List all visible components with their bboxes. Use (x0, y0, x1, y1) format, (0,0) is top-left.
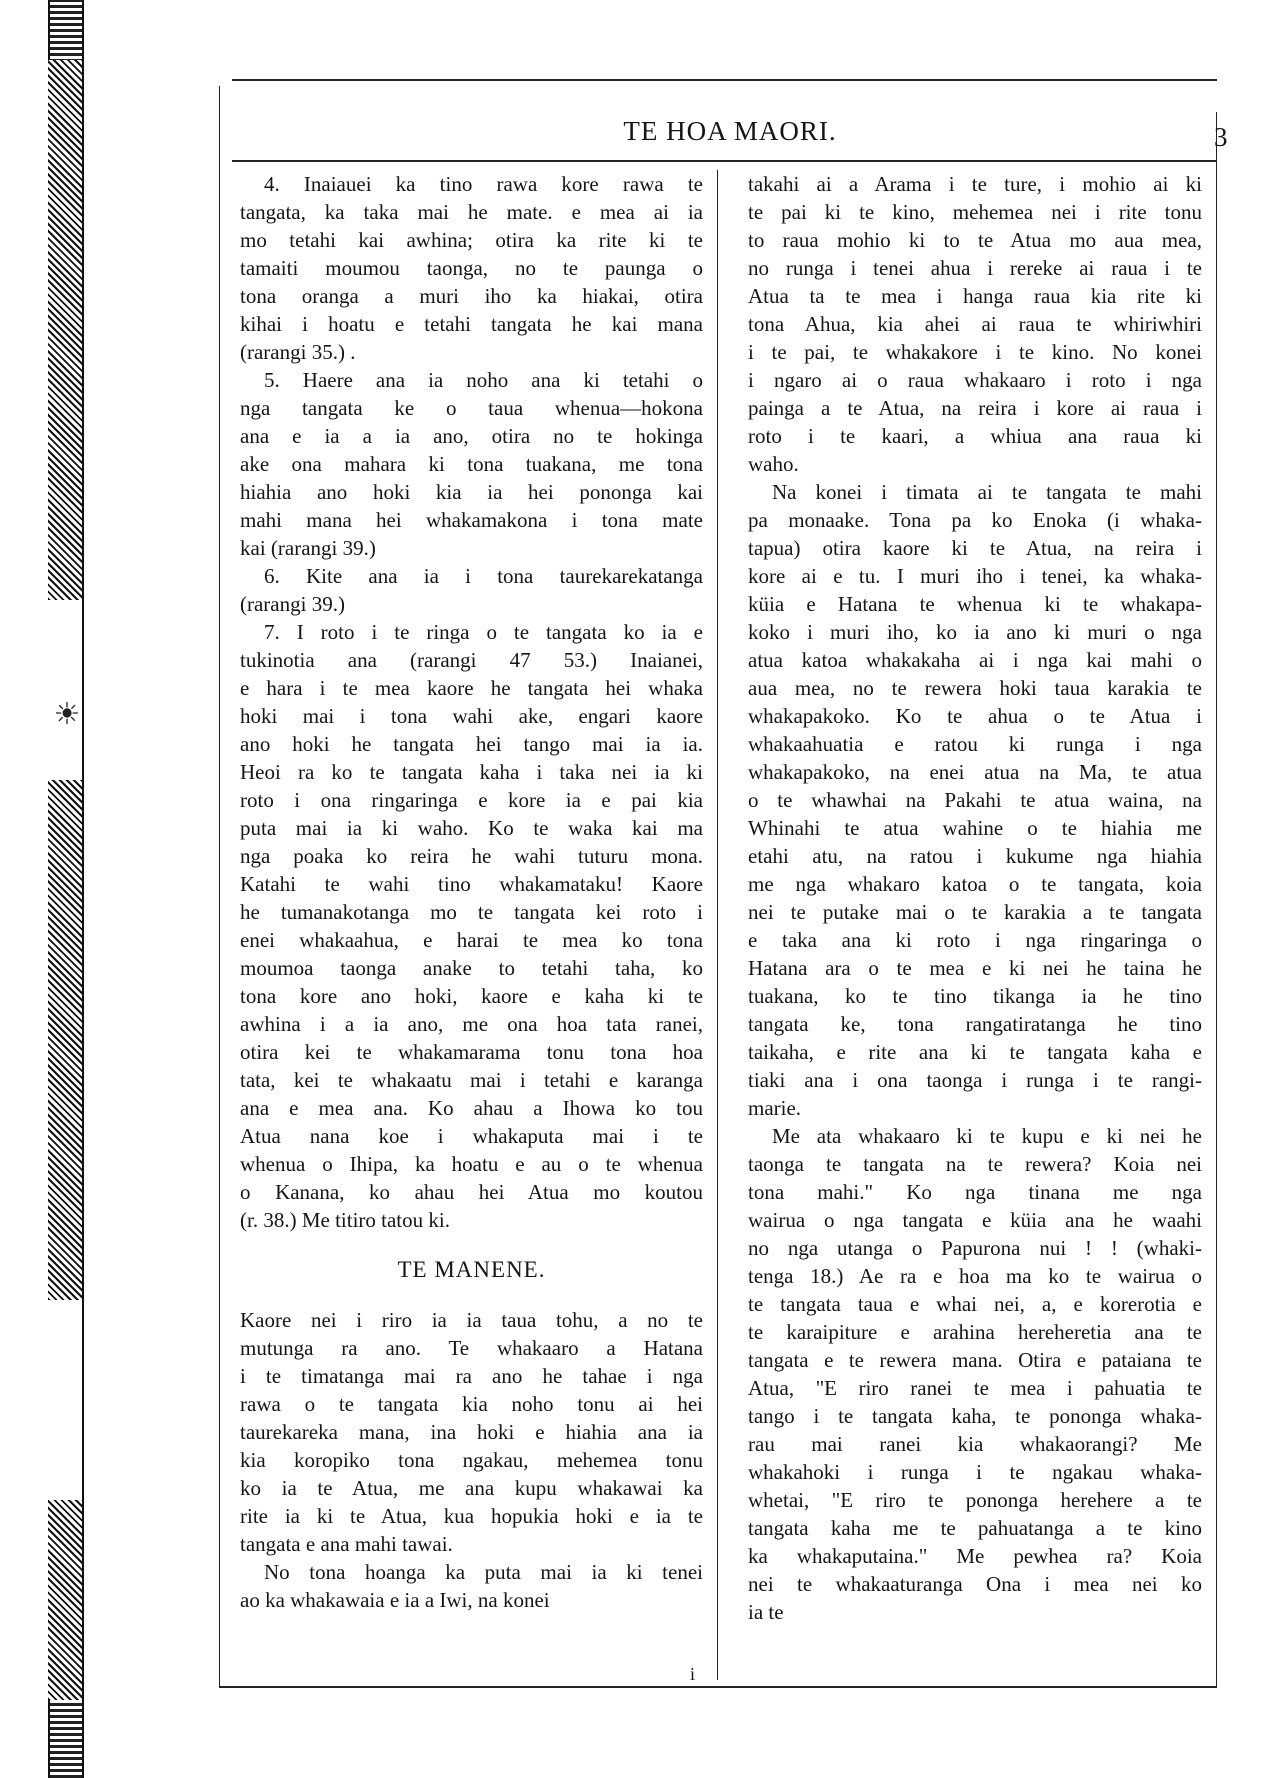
text-line: mo tetahi kai awhina; otira ka rite ki te (240, 228, 703, 252)
text-line: Atua, "E riro ranei te mea i pahuatia te (748, 1376, 1202, 1400)
text-line: mahi mana hei whakamakona i tona mate (240, 508, 703, 532)
text-line: Me ata whakaaro ki te kupu e ki nei he (772, 1124, 1202, 1148)
column-divider (717, 170, 718, 1680)
text-line: kai (rarangi 39.) (240, 536, 376, 560)
text-line: enei whakaahua, e harai te mea ko tona (240, 928, 703, 952)
book-binding-strip (48, 0, 84, 1778)
text-line: (rarangi 39.) (240, 592, 345, 616)
text-line: (rarangi 35.) . (240, 340, 356, 364)
text-line: küia e Hatana te whenua ki te whakapa- (748, 592, 1202, 616)
text-line: kia koropiko tona ngakau, mehemea tonu (240, 1448, 703, 1472)
text-line: tapua) otira kaore ki te Atua, na reira i (748, 536, 1202, 560)
text-line: hiahia ano hoki kia ia hei pononga kai (240, 480, 703, 504)
left-column (240, 170, 703, 1614)
text-line: e taka ana ki roto i nga ringaringa o (748, 928, 1202, 952)
text-line: whakaahuatia e ratou ki runga i nga (748, 732, 1202, 756)
text-line: whenua o Ihipa, ka hoatu e au o te whenua (240, 1152, 703, 1176)
paragraph (240, 1558, 703, 1614)
text-line: atua katoa whakakaha ai i nga kai mahi o (748, 648, 1202, 672)
text-line: tona mahi." Ko nga tinana me nga (748, 1180, 1202, 1204)
text-line: ana e ia a ia ano, otira no te hokinga (240, 424, 703, 448)
text-line: tangata, ka taka mai he mate. e mea ai ia (240, 200, 703, 224)
footer-mark: i (690, 1664, 696, 1684)
text-line: etahi atu, na ratou i kukume nga hiahia (748, 844, 1202, 868)
text-line: ana e mea ana. Ko ahau a Ihowa ko tou (240, 1096, 703, 1120)
text-line: tona Ahua, kia ahei ai raua te whiriwhiri (748, 312, 1202, 336)
text-line: Katahi te wahi tino whakamataku! Kaore (240, 872, 703, 896)
text-line: Heoi ra ko te tangata kaha i taka nei ia ki (240, 760, 703, 784)
text-line: takahi ai a Arama i te ture, i mohio ai ki (748, 172, 1202, 196)
text-line: i te timatanga mai ra ano he tahae i nga (240, 1364, 703, 1388)
text-line: pa monaake. Tona pa ko Enoka (i whaka- (748, 508, 1202, 532)
text-line: painga a te Atua, na reira i kore ai raua i (748, 396, 1202, 420)
text-line: tangata e te rewera mana. Otira e pataiana te (748, 1348, 1202, 1372)
text-line: he tumanakotanga mo te tangata kei roto i (240, 900, 703, 924)
text-line: Hatana ara o te mea e ki nei he taina he (748, 956, 1202, 980)
text-line: no nga utanga o Papurona nui ! ! (whaki- (748, 1236, 1202, 1260)
text-line: tango i te tangata kaha, te pononga whaka- (748, 1404, 1202, 1428)
paragraph (748, 1122, 1202, 1626)
text-line: o te whawhai na Pakahi te atua waina, na (748, 788, 1202, 812)
text-line: 7. I roto i te ringa o te tangata ko ia e (264, 620, 703, 644)
binding-pattern (48, 780, 84, 1300)
article-body (240, 170, 703, 1234)
text-line: nga poaka ko reira he wahi tuturu mona. (240, 844, 703, 868)
text-line: moumoa taonga anake to tetahi taha, ko (240, 956, 703, 980)
binding-pattern (48, 1500, 84, 1700)
text-line: nga tangata ke o taua whenua—hokona (240, 396, 703, 420)
text-line: me nga whakaro katoa o te tangata, koia (748, 872, 1202, 896)
right-column (748, 170, 1202, 1626)
text-line: (r. 38.) Me titiro tatou ki. (240, 1208, 450, 1232)
text-line: Atua ta te mea i hanga raua kia rite ki (748, 284, 1202, 308)
text-line: awhina i a ia ano, me ona hoa tata ranei, (240, 1012, 703, 1036)
text-line: tona kore ano hoki, kaore e kaha ki te (240, 984, 703, 1008)
text-line: mutunga ra ano. Te whakaaro a Hatana (240, 1336, 703, 1360)
text-line: koko i muri iho, ko ia ano ki muri o nga (748, 620, 1202, 644)
text-line: hoki mai i tona wahi ake, engari kaore (240, 704, 703, 728)
text-line: ia te (748, 1600, 784, 1624)
text-line: taonga te tangata na te rewera? Koia nei (748, 1152, 1202, 1176)
text-line: Atua nana koe i whakaputa mai i te (240, 1124, 703, 1148)
text-line: taurekareka mana, ina hoki e hiahia ana ia (240, 1420, 703, 1444)
text-line: roto i ona ringaringa e kore ia e pai kia (240, 788, 703, 812)
text-line: ake ona mahara ki tona tuakana, me tona (240, 452, 703, 476)
text-line: Kaore nei i riro ia ia taua tohu, a no te (240, 1308, 703, 1332)
text-line: whetai, "E riro te pononga herehere a te (748, 1488, 1202, 1512)
paragraph (240, 562, 703, 618)
binding-pattern (48, 60, 84, 600)
paragraph (748, 478, 1202, 1122)
frame-left-rule (219, 86, 220, 1686)
text-line: ano hoki he tangata hei tango mai ia ia. (240, 732, 703, 756)
text-line: i ngaro ai o raua whakaaro i roto i nga (748, 368, 1202, 392)
text-line: te pai ki te kino, mehemea nei i rite tonu (748, 200, 1202, 224)
text-line: marie. (748, 1096, 802, 1120)
text-line: aua mea, no te rewera hoki taua karakia te (748, 676, 1202, 700)
header-bottom-rule (232, 160, 1217, 162)
text-line: ko ia te Atua, me ana kupu whakawai ka (240, 1476, 703, 1500)
text-line: No tona hoanga ka puta mai ia ki tenei (264, 1560, 703, 1584)
text-line: tuakana, ko te tino tikanga ia he tino (748, 984, 1202, 1008)
text-line: tukinotia ana (rarangi 47 53.) Inaianei, (240, 648, 703, 672)
binding-gap (48, 600, 84, 780)
text-line: e hara i te mea kaore he tangata hei whaka (240, 676, 703, 700)
paragraph (240, 618, 703, 1234)
text-line: ka whakaputaina." Me pewhea ra? Koia (748, 1544, 1202, 1568)
text-line: te tangata taua e whai nei, a, e korerotia e (748, 1292, 1202, 1316)
text-line: o Kanana, ko ahau hei Atua mo koutou (240, 1180, 703, 1204)
article-body (748, 170, 1202, 1626)
text-line: whakapakoko. Ko te ahua o te Atua i (748, 704, 1202, 728)
paragraph (240, 170, 703, 366)
text-line: kihai i hoatu e tetahi tangata he kai mana (240, 312, 703, 336)
text-line: nei te putake mai o te karakia a te tangata (748, 900, 1202, 924)
paragraph (748, 170, 1202, 478)
text-line: waho. (748, 452, 799, 476)
text-line: tenga 18.) Ae ra e hoa ma ko te wairua o (748, 1264, 1202, 1288)
binding-edge (82, 0, 84, 1778)
text-line: te karaipiture e arahina hereheretia ana te (748, 1320, 1202, 1344)
text-line: ao ka whakawaia e ia a Iwi, na konei (240, 1588, 550, 1612)
text-line: Na konei i timata ai te tangata te mahi (772, 480, 1202, 504)
text-line: rawa o te tangata kia noho tonu ai hei (240, 1392, 703, 1416)
text-line: 4. Inaiauei ka tino rawa kore rawa te (264, 172, 703, 196)
text-line: tangata e ana mahi tawai. (240, 1532, 453, 1556)
text-line: 6. Kite ana ia i tona taurekarekatanga (264, 564, 703, 588)
fan-ornament-icon: ☀ (53, 698, 81, 731)
text-line: nei te whakaaturanga Ona i mea nei ko (748, 1572, 1202, 1596)
text-line: no runga i tenei ahua i rereke ai raua i te (748, 256, 1202, 280)
text-line: to raua mohio ki to te Atua mo aua mea, (748, 228, 1202, 252)
text-line: puta mai ia ki waho. Ko te waka kai ma (240, 816, 703, 840)
text-line: tangata kaha me te pahuatanga a te kino (748, 1516, 1202, 1540)
text-line: Whinahi te atua wahine o te hiahia me (748, 816, 1202, 840)
newspaper-title: TE HOA MAORI. (623, 116, 837, 146)
text-line: wairua o nga tangata e küia ana he waahi (748, 1208, 1202, 1232)
text-line: otira kei te whakamarama tonu tona hoa (240, 1040, 703, 1064)
text-line: tiaki ana i ona taonga i runga i te rangi- (748, 1068, 1202, 1092)
text-line: rau mai ranei kia whakaorangi? Me (748, 1432, 1202, 1456)
top-rule (232, 79, 1217, 81)
text-line: whakahoki i runga i te ngakau whaka- (748, 1460, 1202, 1484)
text-line: kore ai e tu. I muri iho i tenei, ka whaka- (748, 564, 1202, 588)
section-heading: TE MANENE. (397, 1257, 546, 1282)
text-line: i te pai, te whakakore i te kino. No konei (748, 340, 1202, 364)
page-number: 3 (1214, 122, 1228, 152)
text-line: tangata ke, tona rangatiratanga he tino (748, 1012, 1202, 1036)
text-line: taikaha, e rite ana ki te tangata kaha e (748, 1040, 1202, 1064)
text-line: 5. Haere ana ia noho ana ki tetahi o (264, 368, 703, 392)
bottom-rule (219, 1686, 1217, 1688)
paragraph (240, 366, 703, 562)
frame-right-rule (1216, 112, 1217, 1687)
text-line: whakapakoko, na enei atua na Ma, te atua (748, 760, 1202, 784)
text-line: tona oranga a muri iho ka hiakai, otira (240, 284, 703, 308)
article-body (240, 1306, 703, 1614)
text-line: tata, kei te whakaatu mai i tetahi e karanga (240, 1068, 703, 1092)
text-line: roto i te kaari, a whiua ana raua ki (748, 424, 1202, 448)
binding-gap (48, 1300, 84, 1500)
text-line: tamaiti moumou taonga, no te paunga o (240, 256, 703, 280)
paragraph (240, 1306, 703, 1558)
text-line: rite ia ki te Atua, kua hopukia hoki e ia te (240, 1504, 703, 1528)
